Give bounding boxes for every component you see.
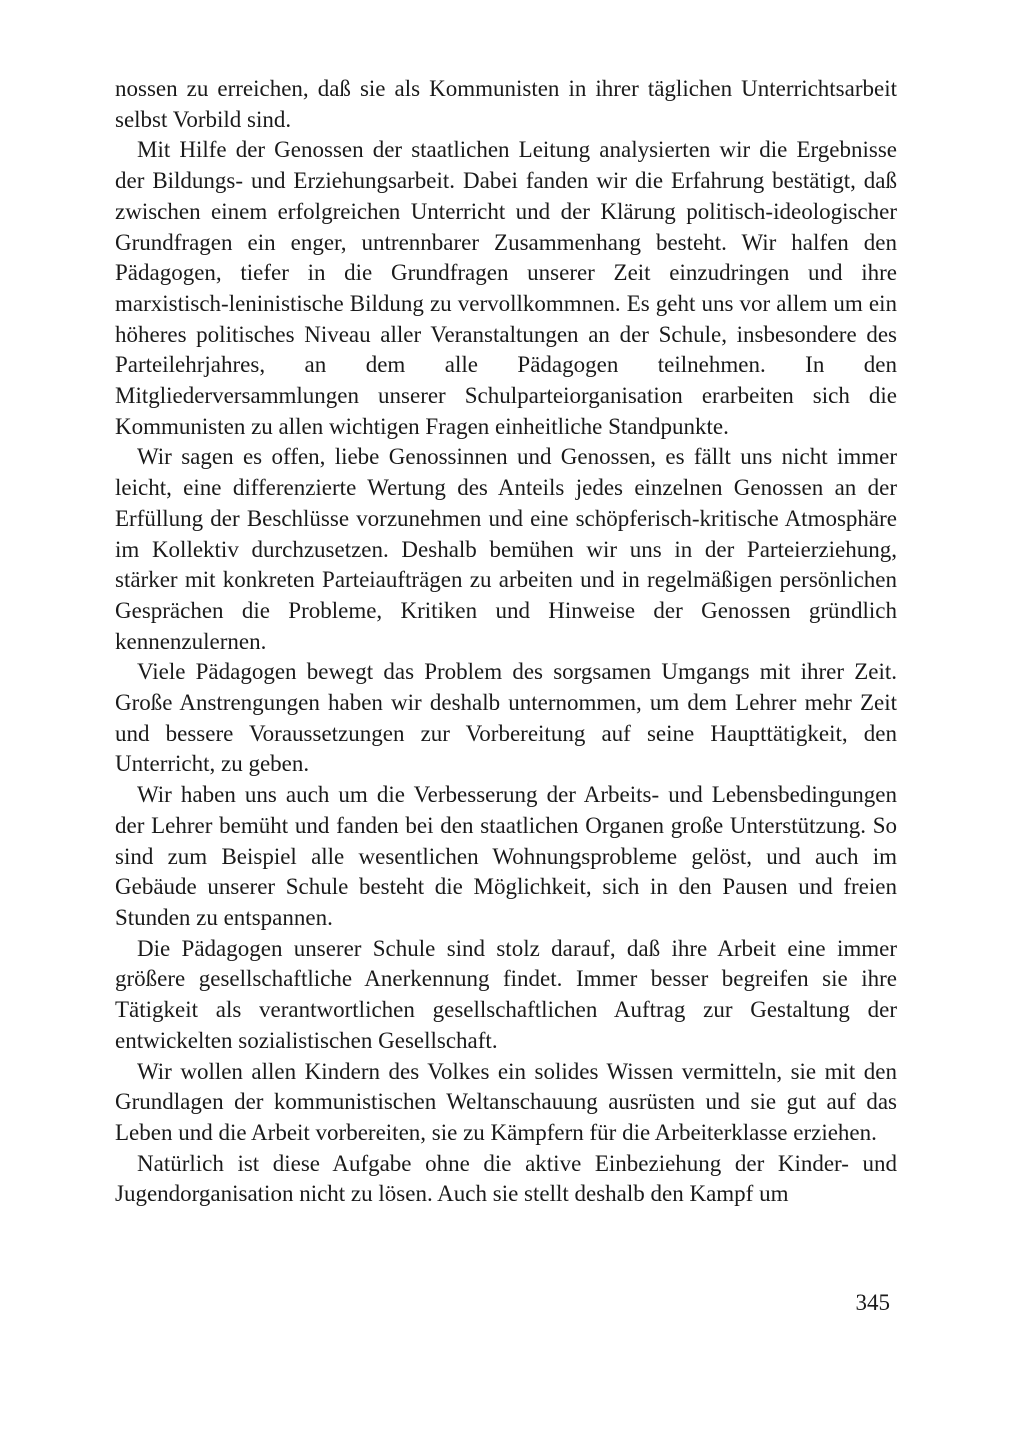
paragraph-8: Natürlich ist diese Aufgabe ohne die aktive Einbeziehung der Kinder- und Jugendorganisation nicht zu lösen. Auch sie stellt deshalb den Kampf um <box>115 1150 897 1207</box>
paragraph-3: Wir sagen es offen, liebe Genossinnen und Genossen, es fällt uns nicht immer leicht, eine differenzierte Wertung des Anteils jedes einzelnen Genossen an der Erfüllung der Beschlüsse vorzunehmen und eine schöpferisch-kritische Atmosphäre im Kollektiv durchzusetzen. Deshalb bemühen wir uns in der Parteierziehung, stärker mit konkreten Parteiaufträgen zu arbeiten und in regelmäßigen persönlichen Gesprächen die Probleme, Kritiken und Hinweise der Genossen gründlich kennenzulernen. <box>115 444 897 654</box>
paragraph-7: Wir wollen allen Kindern des Volkes ein solides Wissen vermitteln, sie mit den Grundlagen der kommunistischen Weltanschauung ausrüsten und sie gut auf das Leben und die Arbeit vorbereiten, sie zu Kämpfern für die Arbeiterklasse erziehen. <box>115 1058 897 1145</box>
page-number: 345 <box>855 1290 890 1315</box>
paragraph-4: Viele Pädagogen bewegt das Problem des sorgsamen Umgangs mit ihrer Zeit. Große Anstrengungen haben wir deshalb unternommen, um dem Lehrer mehr Zeit und bessere Voraussetzungen zur Vorbereitung auf seine Haupttätigkeit, den Unterricht, zu geben. <box>115 659 897 777</box>
paragraph-1: nossen zu erreichen, daß sie als Kommunisten in ihrer täglichen Unterrichtsarbeit selbst Vorbild sind. <box>115 76 897 132</box>
paragraph-6: Die Pädagogen unserer Schule sind stolz darauf, daß ihre Arbeit eine immer größere gesellschaftliche Anerkennung findet. Immer besser begreifen sie ihre Tätigkeit als verantwortlichen gesellschaftlichen Auftrag zur Gestaltung der entwickelten sozialistischen Gesellschaft. <box>115 935 897 1053</box>
paragraph-5: Wir haben uns auch um die Verbesserung der Arbeits- und Lebensbedingungen der Lehrer bemüht und fanden bei den staatlichen Organen große Unterstützung. So sind zum Beispiel alle wesentlichen Wohnungsprobleme gelöst, und auch im Gebäude unserer Schule besteht die Möglichkeit, sich in den Pausen und freien Stunden zu entspannen. <box>115 782 897 930</box>
body-text <box>115 74 897 1210</box>
paragraph-2: Mit Hilfe der Genossen der staatlichen Leitung analysierten wir die Ergebnisse der Bildungs- und Erziehungsarbeit. Dabei fanden wir die Erfahrung bestätigt, daß zwischen einem erfolgreichen Unterricht und der Klärung politisch-ideologischer Grundfragen ein enger, untrennbarer Zusammenhang besteht. Wir halfen den Pädagogen, tiefer in die Grundfragen unserer Zeit einzudringen und ihre marxistisch-leninistische Bildung zu vervollkommnen. Es geht uns vor allem um ein höheres politisches Niveau aller Veranstaltungen an der Schule, insbesondere des Parteilehrjahres, an dem alle Pädagogen teilnehmen. In den Mitgliederversammlungen unserer Schulparteiorganisation erarbeiten sich die Kommunisten zu allen wichtigen Fragen einheitliche Standpunkte. <box>115 137 897 439</box>
